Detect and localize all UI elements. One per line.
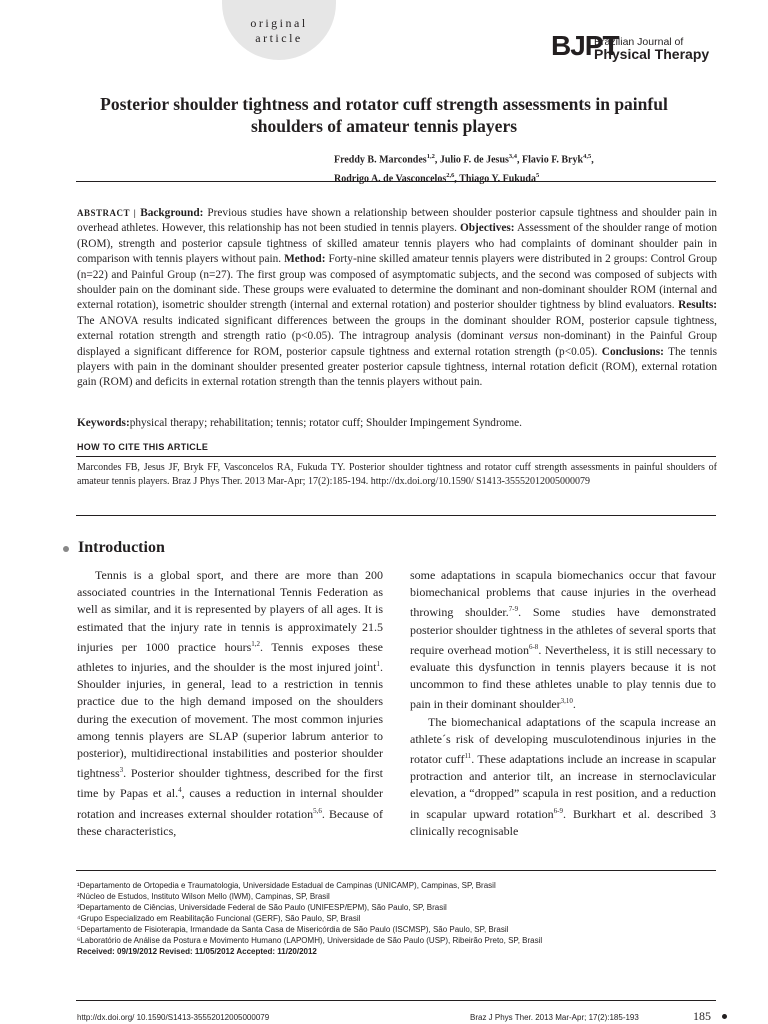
cite-bottom-rule (76, 515, 716, 516)
journal-name-line2: Physical Therapy (594, 46, 710, 62)
citation-ref: 1 (376, 660, 380, 669)
author-name: Flavio F. Bryk (522, 154, 584, 166)
cite-text: Marcondes FB, Jesus JF, Bryk FF, Vasconcelos RA, Fukuda TY. Posterior shoulder tightness and rotator cuff strength assessments in painful shoulders of amateur tennis players. Braz J Phys Ther. 2013 Mar-Apr; 17(2):185-194. http://dx.doi.org/10.1590/ S1413-35552012005000079 (77, 462, 717, 487)
cite-heading: HOW TO CITE THIS ARTICLE (77, 442, 209, 452)
received-dates: Received: 09/19/2012 Revised: 11/05/2012 Accepted: 11/20/2012 (77, 947, 317, 956)
body-column-right (410, 567, 716, 840)
section-bullet-icon (63, 546, 69, 552)
author-name: Freddy B. Marcondes (334, 154, 427, 166)
abstract-results-cont: non-dominant) in the Painful Group displayed a significant difference for ROM, posterior capsule tightness and external rotation strength (p<0.05). (77, 330, 717, 358)
article-type-line1: original (250, 16, 308, 30)
author-affiliation: 5 (535, 172, 540, 180)
section-heading-introduction: Introduction (78, 539, 165, 556)
affiliation-line: ⁵Departamento de Fisioterapia, Irmandade da Santa Casa de Misericórdia de São Paulo (ISCMSP), São Paulo, SP, Brasil (77, 925, 509, 934)
body-paragraph: some adaptations in scapula biomechanics occur that favour biomechanical problems that cause injuries in the overhead throwing shoulder.$^{7-9}$. Some studies have demonstrated posterior shoulder tightness in the athletes of several sports that require overhead motion$^{6-8}$. Nevertheless, it is still necessary to evaluate this dysfunction in tennis players because it is not uncommon to find these athletes unable to play tennis due to pain in their dominant shoulder$^{3,10}$. (410, 568, 716, 712)
footer-journal-citation: Braz J Phys Ther. 2013 Mar-Apr; 17(2):185-193 (470, 1013, 639, 1022)
abstract-conclusions: The tennis players with pain in the dominant shoulder presented greater posterior capsule tightness, internal rotation deficit (ROM), external rotation gain (ROM) and deficits in external rotation strength than the tennis players without pain. (77, 345, 718, 389)
author-name: Thiago Y. Fukuda (459, 173, 536, 185)
abstract-results: The ANOVA results indicated significant differences between the groups in the dominant shoulder ROM, posterior capsule tightness, external rotation strength and strength ratio (p<0.05). The intragroup analysis (dominant (77, 314, 717, 343)
header-rule (76, 181, 716, 182)
affiliation-line: ¹Departamento de Ortopedia e Traumatologia, Universidade Estadual de Campinas (UNICAMP), Campinas, SP, Brasil (77, 881, 496, 890)
citation-ref: 1,2 (251, 639, 261, 648)
abstract-results-label: Results: (678, 299, 717, 312)
article-title: Posterior shoulder tightness and rotator cuff strength assessments in painful shoulders of amateur tennis players (100, 94, 668, 136)
author-affiliation: 3,4 (508, 153, 518, 160)
author-name: Julio F. de Jesus (439, 154, 509, 166)
footnote-rule (76, 870, 716, 871)
article-type-tab (222, 0, 336, 60)
citation-ref: 6-9 (553, 806, 563, 815)
abstract-results-versus: versus (509, 330, 538, 343)
keywords-label: Keywords: (77, 417, 130, 429)
cite-rule (76, 456, 716, 457)
abstract-background: Previous studies have shown a relationship between shoulder posterior capsule tightness and shoulder pain in overhead athletes. However, this relationship has not been studied in tennis players. (77, 207, 718, 235)
abstract-conclusions-label: Conclusions: (601, 345, 664, 358)
page-bullet-icon (722, 1014, 727, 1019)
abstract-label: ABSTRACT | (77, 208, 137, 218)
affiliation-line: ⁶Laboratório de Análise da Postura e Movimento Humano (LAPOMH), Universidade de São Paulo (USP), Ribeirão Preto, SP, Brasil (77, 936, 543, 945)
abstract-method: Forty-nine skilled amateur tennis players were distributed in 2 groups: Control Group (n=22) and Painful Group (n=27). The first group was composed of asymptomatic subjects, and the second was composed of subjects with shoulder pain on the dominant side. These groups were evaluated to determine the dominant and non-dominant shoulder ROM (internal and external rotation), isometric shoulder strength (internal and external rotation) and posterior shoulder tightness by blind evaluators. (77, 253, 717, 312)
journal-logo-mark: BJPT (551, 30, 619, 61)
abstract (77, 206, 717, 391)
citation-ref: 7-9 (508, 605, 519, 614)
author-affiliation: 1,2 (426, 153, 435, 160)
journal-name-line1: Brazilian Journal of (594, 36, 684, 48)
affiliations (77, 880, 717, 957)
footer-rule (76, 1000, 716, 1001)
keywords (77, 416, 717, 431)
footer-doi-link[interactable]: http://dx.doi.org/ 10.1590/S1413-35552012005000079 (77, 1013, 270, 1022)
author-affiliation: 2,6 (446, 172, 455, 180)
affiliation-line: ⁴Grupo Especializado em Reabilitação Funcional (GERF), São Paulo, SP, Brasil (77, 914, 361, 923)
citation-ref: 6-8 (528, 642, 539, 651)
abstract-background-label: Background: (140, 207, 204, 219)
author-affiliation: 4,5 (583, 153, 592, 160)
author-name: Rodrigo A. de Vasconcelos (334, 173, 447, 185)
citation-ref: 11 (464, 752, 472, 761)
citation-ref: 4 (178, 786, 182, 795)
affiliation-line: ³Departamento de Ciências, Universidade Federal de São Paulo (UNIFESP/EPM), São Paulo, SP, Brasil (77, 903, 447, 912)
abstract-method-label: Method: (284, 253, 326, 266)
keywords-text: physical therapy; rehabilitation; tennis; rotator cuff; Shoulder Impingement Syndrome. (129, 417, 522, 429)
body-paragraph: The biomechanical adaptations of the scapula increase an athlete´s risk of developing musculotendinous injuries in the rotator cuff$^{11}$. These adaptations include an increase in scapular protraction and anterior tilt, an increase in sternoclavicular elevation, a “dropped” scapula in rest position, and a reduction in scapular upward rotation$^{6-9}$. Burkhart et al. described 3 clinically recognisable (410, 714, 716, 838)
citation-ref: 3 (119, 766, 124, 775)
citation-ref: 3,10 (560, 697, 573, 706)
body-column-left (77, 567, 383, 840)
citation-ref: 5,6 (313, 806, 322, 815)
author-list: Freddy B. Marcondes$^{1,2}$, Julio F. de Jesus$^{3,4}$, Flavio F. Bryk$^{4,5}$, Rodrigo A. de Vasconcelos$^{2,6}$, Thiago Y. Fukuda$^5$ (334, 153, 594, 185)
body-paragraph: Tennis is a global sport, and there are more than 200 associated countries in the International Tennis Federation as well as similar, and it is represented by players of all ages. It is estimated that the injury rate in tennis is approximately 21.5 injuries per 1000 practice hours$^{1,2}$. Tennis exposes these athletes to injuries, and the shoulder is the most injured joint$^1$. Shoulder injuries, in general, lead to a restriction in tennis practice due to the high demand imposed on the shoulders during the execution of movement. The most common injuries among tennis players are SLAP (superior labrum anterior to posterior), multidirectional instabilities and posterior shoulder tightness$^3$. Posterior shoulder tightness, described for the first time by Papas et al.$^4$, causes a reduction in internal shoulder rotation and increases external shoulder rotation$^{5,6}$. Because of these characteristics, (77, 568, 383, 838)
abstract-objectives-label: Objectives: (459, 222, 515, 235)
affiliation-line: ²Núcleo de Estudos, Instituto Wilson Mello (IWM), Campinas, SP, Brasil (77, 892, 330, 901)
page-number: 185 (693, 1009, 711, 1023)
abstract-objectives: Assessment of the shoulder range of motion (ROM), strength and posterior capsule tightness of skilled amateur tennis players who had complaints of dominant shoulder pain in comparison with tennis players without pain. (77, 222, 717, 266)
article-type-line2: article (255, 31, 303, 45)
